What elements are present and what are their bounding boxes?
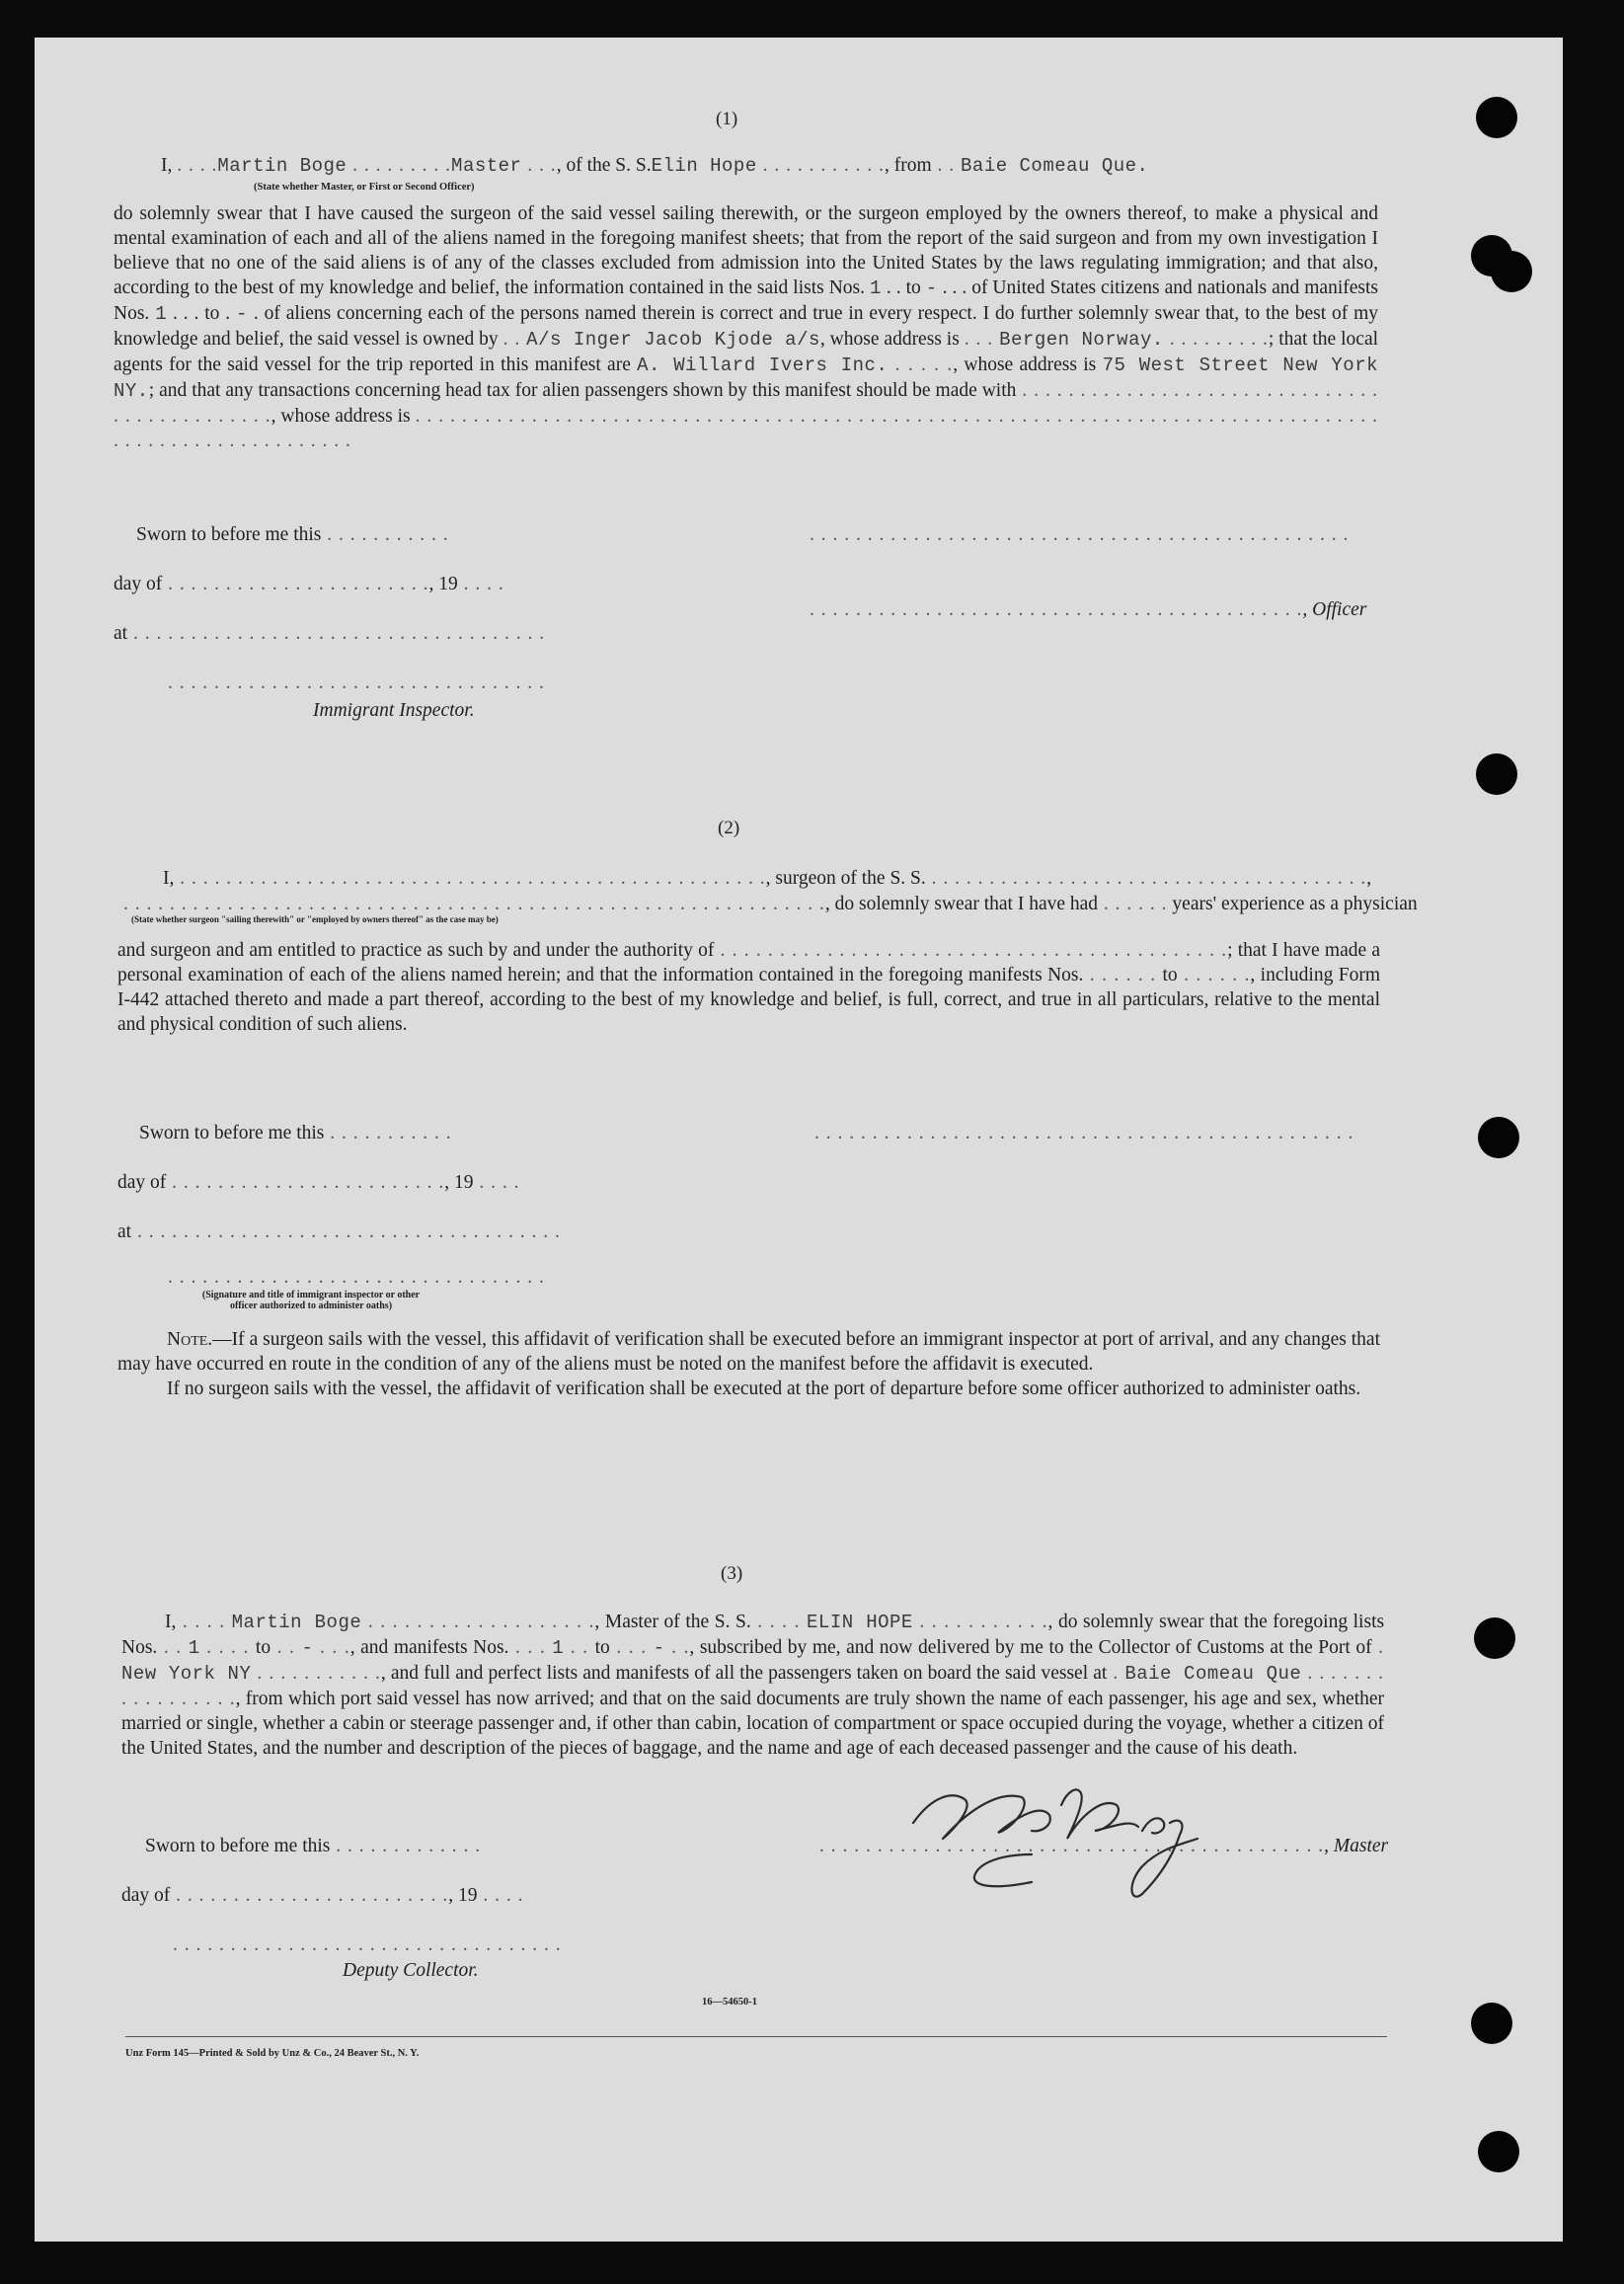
right-edge-shadow <box>1563 38 1581 2242</box>
s2-signature-line: . . . . . . . . . . . . . . . . . . . . . . . . . . . . . . . . . . . . . . . . . . . . . . . <box>814 1123 1354 1143</box>
printer-footer: Unz Form 145—Printed & Sold by Unz & Co., 24 Beaver St., N. Y. <box>125 2048 420 2059</box>
local-agents: A. Willard Ivers Inc. <box>637 354 889 376</box>
s2-line1: I, . . . . . . . . . . . . . . . . . . . . . . . . . . . . . . . . . . . . . . . . . . . . . . . . . . ., surgeon of the S. S. . . . . . . . . . . . . . . . . . . . . . . . . . . . . . . . . . . . . . ., <box>163 868 1372 889</box>
section-2-number: (2) <box>718 818 740 838</box>
arrival-port: New York NY <box>121 1663 252 1685</box>
s3-master-sig-line: . . . . . . . . . . . . . . . . . . . . . . . . . . . . . . . . . . . . . . . . . . . ., Master <box>819 1836 1389 1856</box>
ship-name: Elin Hope <box>651 155 757 177</box>
punch-hole <box>1478 2131 1519 2172</box>
s2-line2: . . . . . . . . . . . . . . . . . . . . . . . . . . . . . . . . . . . . . . . . . . . . . . . . . . . . . . . . . . . . ., do solemnly swear that I have had . . . . . . years' experience as a physician <box>123 894 1418 914</box>
s3-collector-sig-line: . . . . . . . . . . . . . . . . . . . . . . . . . . . . . . . . . . <box>173 1934 562 1955</box>
surgeon-type-note: (State whether surgeon "sailing therewith" or "employed by owners thereof" as the case may be) <box>131 914 499 924</box>
master-rank: Master <box>451 155 522 177</box>
punch-hole <box>1474 1617 1515 1659</box>
punch-hole <box>1471 2003 1512 2044</box>
punch-hole <box>1476 753 1517 795</box>
master-name: Martin Boge <box>217 155 348 177</box>
signature-title-note: (Signature and title of immigrant inspector or other officer authorized to administer oaths) <box>201 1290 421 1311</box>
s1-officer-signature-line: . . . . . . . . . . . . . . . . . . . . . . . . . . . . . . . . . . . . . . . . . . . . . . . <box>810 524 1350 545</box>
s3-ship-name: ELIN HOPE <box>807 1612 913 1633</box>
agents-address: 75 West Street New York NY. <box>114 354 1378 402</box>
s3-body: I, . . . . Martin Boge . . . . . . . . . . . . . . . . . . ., Master of the S. S. . . . . ELIN HOPE . . . . . . . . . . ., do solemnly swear that the foregoing lists Nos. . . 1 . . . . to . . - . . ., and manifests Nos. . . . 1 . . to . . . - . ., subscribed by me, and now delivered by me to the Collector of Customs at the Port of . New York NY . . . . . . . . . . ., and full and perfect lists and manifests of all the passengers taken on board the said vessel at . Baie Comeau Que . . . . . . . . . . . . . . . . ., from which port said vessel has now arrived; and that on the said documents are truly shown the name of each passenger, his age and sex, whether married or single, whether a cabin or steerage passenger and, if other than cabin, location of compartment or space occupied during the voyage, whether a citizen of the United States, and the number and description of the pieces of baggage, and the name and age of each deceased passenger and the cause of his death. <box>121 1612 1385 1759</box>
s2-note: Note.—If a surgeon sails with the vessel, this affidavit of verification shall be executed before an immigrant inspector at port of arrival, and any changes that may have occurred en route in the condition of any of the aliens must be noted on the manifest before the affidavit is executed. If no surgeon sails with the vessel, the affidavit of verification shall be executed at the port of departure before some officer authorized to administer oaths. <box>117 1329 1380 1399</box>
s1-body: do solemnly swear that I have caused the surgeon of the said vessel sailing therewith, or the surgeon employed by the owners thereof, to make a physical and mental examination of each and all of the aliens named in the foregoing manifest sheets; that from the report of the said surgeon and from my own investigation I believe that no one of the said aliens is of any of the classes excluded from admission into the United States by the laws regulating immigration; and that also, according to the best of my knowledge and belief, the information contained in the said lists Nos. 1 . . to - . . . of United States citizens and nationals and manifests Nos. 1 . . . to . - . of aliens concerning each of the persons named therein is correct and true in every respect. I do further solemnly swear that, to the best of my knowledge and belief, the said vessel is owned by . . A/s Inger Jacob Kjode a/s, whose address is . . . Bergen Norway. . . . . . . . . .; that the local agents for the said vessel for the trip reported in this manifest are A. Willard Ivers Inc. . . . . ., whose address is 75 West Street New York NY.; and that any transactions concerning head tax for alien passengers shown by this manifest should be made with . . . . . . . . . . . . . . . . . . . . . . . . . . . . . . . . . . . . . . . . . . . . ., whose address is . . . . . . . . . . . . . . . . . . . . . . . . . . . . . . . . . . . . . . . . . . . . . . . . . . . . . . . . . . . . . . . . . . . . . . . . . . . . . . . . . . . . . . . . . . . . . . . . . . . . . . . . <box>114 203 1379 451</box>
s1-at: at . . . . . . . . . . . . . . . . . . . . . . . . . . . . . . . . . . . . <box>114 623 546 644</box>
s2-at: at . . . . . . . . . . . . . . . . . . . . . . . . . . . . . . . . . . . . . <box>117 1221 561 1242</box>
s2-officer-sig-line: . . . . . . . . . . . . . . . . . . . . . . . . . . . . . . . . . <box>168 1267 545 1288</box>
owner-name: A/s Inger Jacob Kjode a/s <box>526 329 820 351</box>
immigrant-inspector-label: Immigrant Inspector. <box>313 700 475 721</box>
section-3-number: (3) <box>721 1563 743 1584</box>
s1-sworn: Sworn to before me this . . . . . . . . . . . <box>136 524 449 545</box>
deputy-collector-label: Deputy Collector. <box>343 1960 479 1981</box>
s1-day-of: day of . . . . . . . . . . . . . . . . . . . . . . ., 19 . . . . <box>114 574 504 594</box>
s2-sworn: Sworn to before me this . . . . . . . . . . . <box>139 1123 452 1143</box>
s3-sworn: Sworn to before me this . . . . . . . . . . . . . <box>145 1836 482 1856</box>
s2-body: and surgeon and am entitled to practice as such by and under the authority of . . . . . . . . . . . . . . . . . . . . . . . . . . . . . . . . . . . . . . . . . . .; that I have made a personal examination of each of the aliens named herein; and that the information contained in the foregoing manifests Nos. . . . . . . to . . . . . ., including Form I-442 attached thereto and made a part thereof, according to the best of my knowledge and belief, is full, correct, and true in all particulars, relative to the mental and physical condition of such aliens. <box>117 940 1381 1035</box>
s3-master-name: Martin Boge <box>231 1612 362 1633</box>
s3-day-of: day of . . . . . . . . . . . . . . . . . . . . . . . ., 19 . . . . <box>121 1885 524 1906</box>
s3-departure-port: Baie Comeau Que <box>1124 1663 1302 1685</box>
s1-inspector-sig-line: . . . . . . . . . . . . . . . . . . . . . . . . . . . . . . . . . <box>168 672 545 693</box>
footer-rule <box>125 2036 1387 2037</box>
punch-hole <box>1478 1117 1519 1158</box>
punch-hole <box>1491 251 1532 292</box>
punch-hole <box>1476 97 1517 138</box>
departure-port: Baie Comeau Que. <box>961 155 1149 177</box>
s2-day-of: day of . . . . . . . . . . . . . . . . . . . . . . . ., 19 . . . . <box>117 1172 520 1193</box>
form-code: 16—54650-1 <box>702 1997 757 2008</box>
s1-officer-line: . . . . . . . . . . . . . . . . . . . . . . . . . . . . . . . . . . . . . . . . . . ., Officer <box>810 599 1367 620</box>
section-1-number: (1) <box>716 109 738 129</box>
manifest-affidavit-page <box>35 38 1581 2242</box>
owner-address: Bergen Norway. <box>999 329 1164 351</box>
s1-header-line: I, . . . .Martin Boge . . . . . . . . .Master . . ., of the S. S.Elin Hope . . . . . . . . . . ., from . . Baie Comeau Que. <box>161 155 1149 177</box>
rank-note: (State whether Master, or First or Second Officer) <box>254 182 475 193</box>
master-signature <box>884 1736 1298 1914</box>
